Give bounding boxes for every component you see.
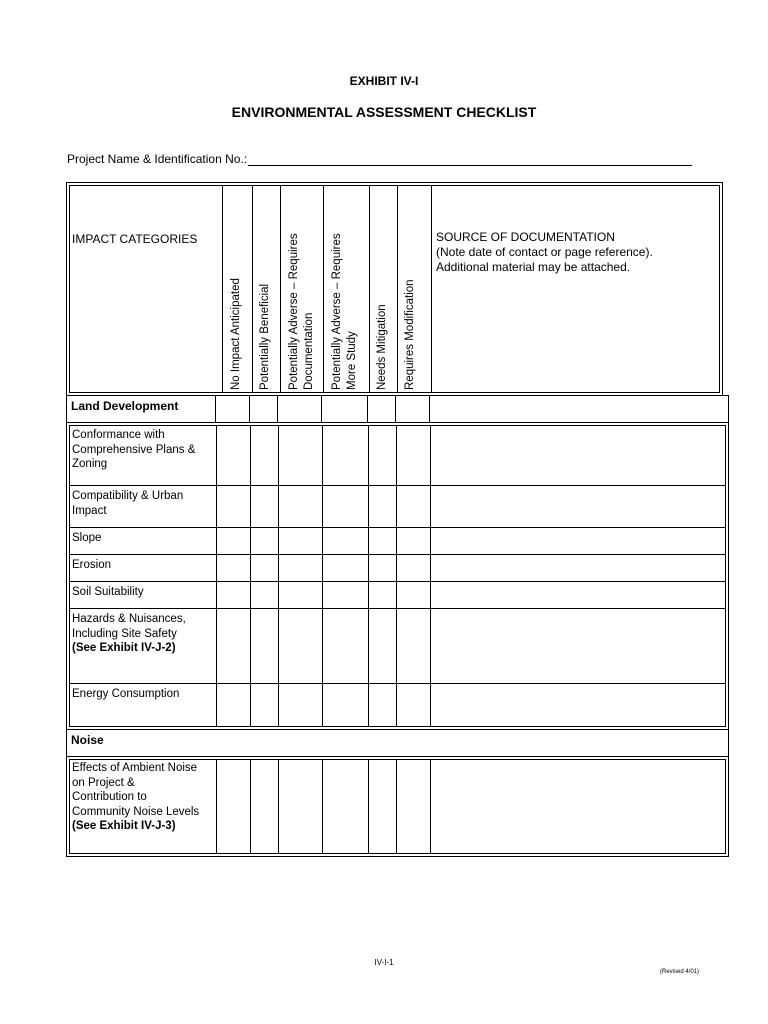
col-no-impact-anticipated: No Impact Anticipated xyxy=(230,278,242,390)
table-row-conformance: Conformance with Comprehensive Plans & Zoning xyxy=(72,429,196,470)
table-row-compatibility: Compatibility & Urban Impact xyxy=(72,490,184,517)
col-needs-mitigation: Needs Mitigation xyxy=(376,304,388,390)
table-row-noise-effects: Effects of Ambient Noise on Project & Contribution to Community Noise Levels (See Exhibit IV-J-3) xyxy=(72,762,200,832)
noise-exhibit-reference: (See Exhibit IV-J-3) xyxy=(72,820,176,832)
col-adverse-requires-more-study: Potentially Adverse – Requires More Study xyxy=(331,233,358,390)
section-noise: Noise xyxy=(71,733,104,747)
page-number: IV-I-1 xyxy=(374,958,394,967)
section-land-development: Land Development xyxy=(71,399,179,413)
noise-inner xyxy=(69,759,726,854)
noise-table xyxy=(66,756,729,857)
page-title: ENVIRONMENTAL ASSESSMENT CHECKLIST xyxy=(231,104,537,120)
exhibit-label: EXHIBIT IV-I xyxy=(349,74,419,88)
hazards-exhibit-reference: (See Exhibit IV-J-2) xyxy=(72,642,176,654)
section-row-land-development xyxy=(66,395,729,423)
checklist-header xyxy=(66,182,723,396)
section-row-noise xyxy=(66,729,729,757)
project-name-label: Project Name & Identification No.: xyxy=(67,152,248,166)
table-row-energy-consumption: Energy Consumption xyxy=(72,688,180,700)
col-potentially-beneficial: Potentially Beneficial xyxy=(259,283,271,390)
table-row-slope: Slope xyxy=(72,532,102,544)
impact-categories-label: IMPACT CATEGORIES xyxy=(72,232,198,246)
source-of-documentation-header: SOURCE OF DOCUMENTATION (Note date of contact or page reference). Additional material may be attached. xyxy=(436,230,653,274)
header-inner-border xyxy=(69,185,720,393)
project-name-blank[interactable] xyxy=(248,152,692,166)
col-requires-modification: Requires Modification xyxy=(404,279,416,390)
col-adverse-requires-documentation: Potentially Adverse – Requires Documentation xyxy=(288,233,315,390)
table-row-hazards: Hazards & Nuisances, Including Site Safety (See Exhibit IV-J-2) xyxy=(72,613,186,654)
revision-note: (Revised 4/01) xyxy=(660,969,700,975)
land-development-table xyxy=(66,422,729,730)
table-row-soil-suitability: Soil Suitability xyxy=(72,586,144,598)
table-row-erosion: Erosion xyxy=(72,559,111,571)
project-name-line xyxy=(67,152,692,166)
land-development-inner xyxy=(69,425,726,727)
